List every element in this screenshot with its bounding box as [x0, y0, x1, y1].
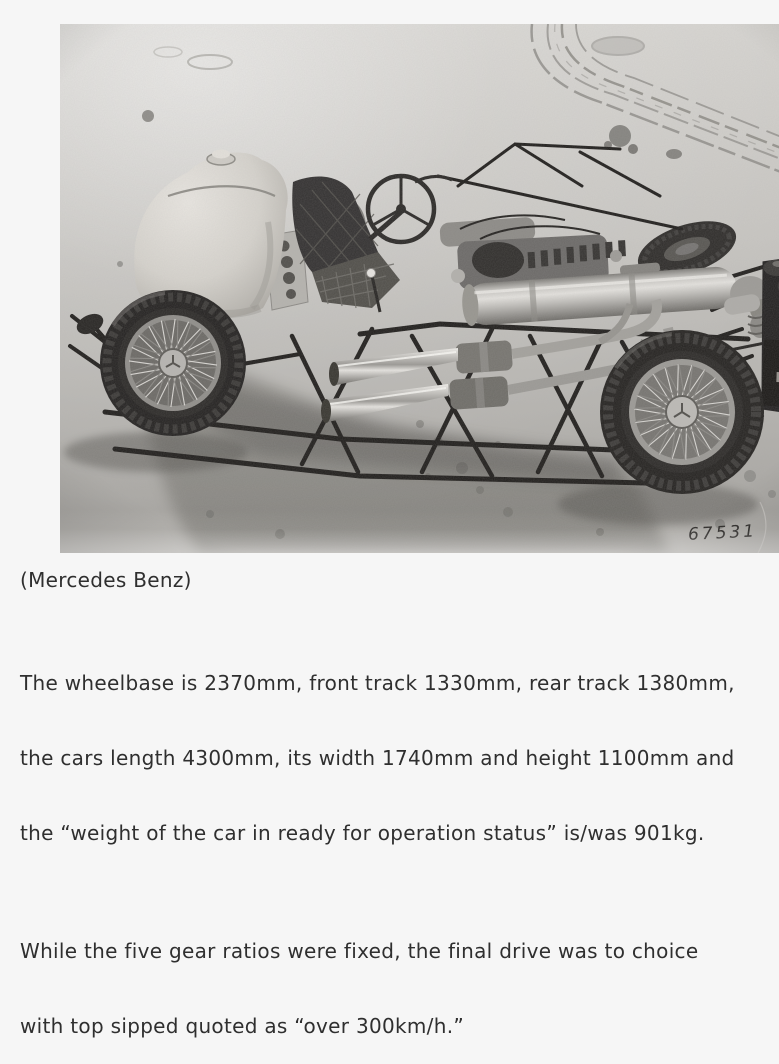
chassis-photo [60, 24, 779, 553]
body-text-line: While the five gear ratios were fixed, the final drive was to choice [20, 939, 699, 963]
body-text-line: The wheelbase is 2370mm, front track 1330mm, rear track 1380mm, [20, 671, 735, 695]
vignette [60, 24, 779, 553]
specs-paragraph [20, 646, 779, 871]
gearing-paragraph [20, 914, 779, 1064]
body-text-line: the cars length 4300mm, its width 1740mm and height 1100mm and [20, 746, 735, 770]
body-text-line: the “weight of the car in ready for operation status” is/was 901kg. [20, 821, 705, 845]
chassis-photo-illustration [60, 24, 779, 553]
photo-credit-caption: (Mercedes Benz) [20, 568, 192, 592]
body-text-line: with top sipped quoted as “over 300km/h.” [20, 1014, 465, 1038]
